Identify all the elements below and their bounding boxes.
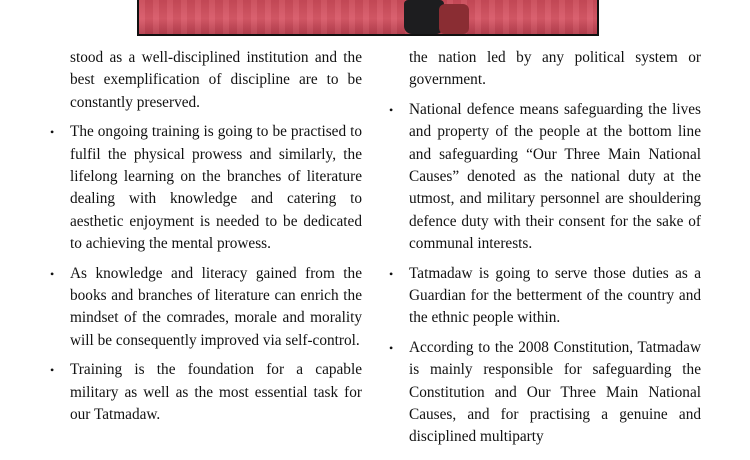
right-bullet-item [389, 337, 701, 448]
left-bullet-item [50, 359, 362, 426]
right-bullet-item [389, 99, 701, 255]
bullet-marker: • [50, 266, 55, 281]
left-bullet-text: The ongoing training is going to be practised to fulfil the physical prowess and similarly, the lifelong learning on the branches of literature dealing with knowledge and catering to aesthetic enjoyment is needed to be dedicated to achieving the mental prowess. [70, 123, 362, 252]
left-bullet-text: Training is the foundation for a capable military as well as the most essential task for our Tatmadaw. [70, 361, 362, 423]
left-bullet-item [50, 121, 362, 255]
photo-backdrop [139, 0, 597, 34]
left-bullet-text: As knowledge and literacy gained from the books and branches of literature can enrich the mindset of the comrades, morale and morality will be consequently improved via self-control. [70, 264, 362, 349]
right-bullet-text: Tatmadaw is going to serve those duties as a Guardian for the betterment of the country and the ethnic people within. [409, 264, 701, 327]
header-photo [137, 0, 599, 36]
bullet-marker: • [389, 266, 394, 281]
right-lead-paragraph: the nation led by any political system or government. [409, 49, 701, 89]
left-bullet-item [50, 263, 362, 352]
right-bullet-text: National defence means safeguarding the lives and property of the people at the bottom line and safeguarding “Our Three Main National Causes” denoted as the national duty at the utmost, and military personnel are shouldering defence duty with their consent for the sake of communal interests. [409, 101, 701, 252]
left-column [50, 47, 362, 426]
right-bullet-text: According to the 2008 Constitution, Tatmadaw is mainly responsible for safeguarding the Constitution and Our Three Main National Causes, and for practising a genuine and disciplined multiparty [409, 339, 701, 446]
right-column [389, 47, 701, 449]
bullet-marker: • [50, 125, 55, 140]
photo-figure-secondary [439, 4, 469, 34]
left-lead-paragraph: stood as a well-disciplined institution and the best exemplification of discipline are to be constantly preserved. [70, 49, 362, 111]
right-bullet-item [389, 263, 701, 330]
bullet-marker: • [50, 363, 55, 378]
bullet-marker: • [389, 103, 394, 118]
photo-figure [404, 0, 444, 34]
bullet-marker: • [389, 341, 394, 356]
